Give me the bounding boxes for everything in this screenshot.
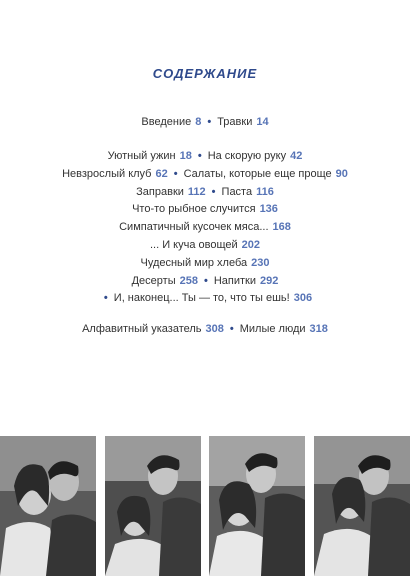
toc-entry-label: Что-то рыбное случится [132, 203, 256, 216]
toc-line [0, 219, 410, 237]
toc-entry-label: Напитки [213, 274, 257, 287]
toc-entry-label: Введение [141, 116, 192, 128]
toc-entry-label: Уютный ужин [107, 150, 176, 162]
bullet-separator: • [103, 292, 108, 305]
toc-entry-page: 62 [155, 167, 168, 180]
toc-line [0, 114, 410, 132]
bullet-separator: • [173, 167, 178, 180]
toc-line [0, 321, 410, 339]
toc-entry-label: Милые люди [239, 323, 306, 335]
toc-entry-page: 318 [309, 323, 328, 335]
toc-entry-label: Паста [221, 185, 253, 198]
toc-entry-label: Чудесный мир хлеба [140, 256, 248, 269]
bullet-separator: • [197, 150, 202, 162]
toc-entry-label: Алфавитный указатель [82, 323, 202, 335]
toc-entry-label: И, наконец... Ты — то, что ты ешь! [113, 292, 290, 305]
toc-group-intro [0, 114, 410, 132]
toc-line [0, 148, 410, 166]
toc-line [0, 273, 410, 291]
toc-line [0, 166, 410, 184]
toc-entry-label: Салаты, которые еще проще [183, 167, 332, 180]
couple-photo-3 [209, 436, 305, 576]
bullet-separator: • [211, 185, 216, 198]
toc-entry-page: 112 [187, 185, 206, 198]
toc-entry-label: Заправки [136, 185, 184, 198]
toc-line [0, 237, 410, 255]
couple-photo-4 [314, 436, 410, 576]
toc-entry-page: 292 [260, 274, 279, 287]
toc-entry-label: ... И куча овощей [149, 238, 238, 251]
photo-strip [0, 436, 410, 576]
bullet-separator: • [207, 116, 212, 128]
toc-entry-page: 116 [256, 185, 274, 198]
couple-photo-1 [0, 436, 96, 576]
toc-line [0, 184, 410, 202]
toc-entry-label: Травки [217, 116, 253, 128]
couple-photo-2 [105, 436, 201, 576]
toc-entry-page: 90 [335, 167, 348, 180]
toc-entry-page: 14 [256, 116, 269, 128]
toc-group-appendix [0, 321, 410, 339]
toc-entry-page: 230 [251, 256, 270, 269]
toc-entry-page: 18 [179, 150, 192, 162]
toc-entry-page: 168 [272, 221, 291, 234]
toc-entry-page: 258 [179, 274, 198, 287]
toc-line [0, 290, 410, 308]
toc-line [0, 255, 410, 273]
toc-entry-label: Невзрослый клуб [62, 167, 152, 180]
toc-entry-page: 306 [293, 292, 313, 305]
toc-entry-page: 8 [195, 116, 202, 128]
toc-line [0, 201, 410, 219]
toc-entry-page: 136 [259, 203, 278, 216]
toc-entry-label: Симпатичный кусочек мяса... [119, 221, 269, 234]
toc-entry-label: Десерты [131, 274, 176, 287]
bullet-separator: • [229, 323, 234, 335]
toc-entry-label: На скорую руку [207, 150, 287, 162]
toc-title: СОДЕРЖАНИЕ [152, 66, 258, 81]
toc-entry-page: 42 [290, 150, 303, 162]
toc-group-chapters [0, 148, 410, 308]
bullet-separator: • [203, 274, 208, 287]
toc-entry-page: 308 [205, 323, 224, 335]
toc-entry-page: 202 [241, 238, 261, 251]
